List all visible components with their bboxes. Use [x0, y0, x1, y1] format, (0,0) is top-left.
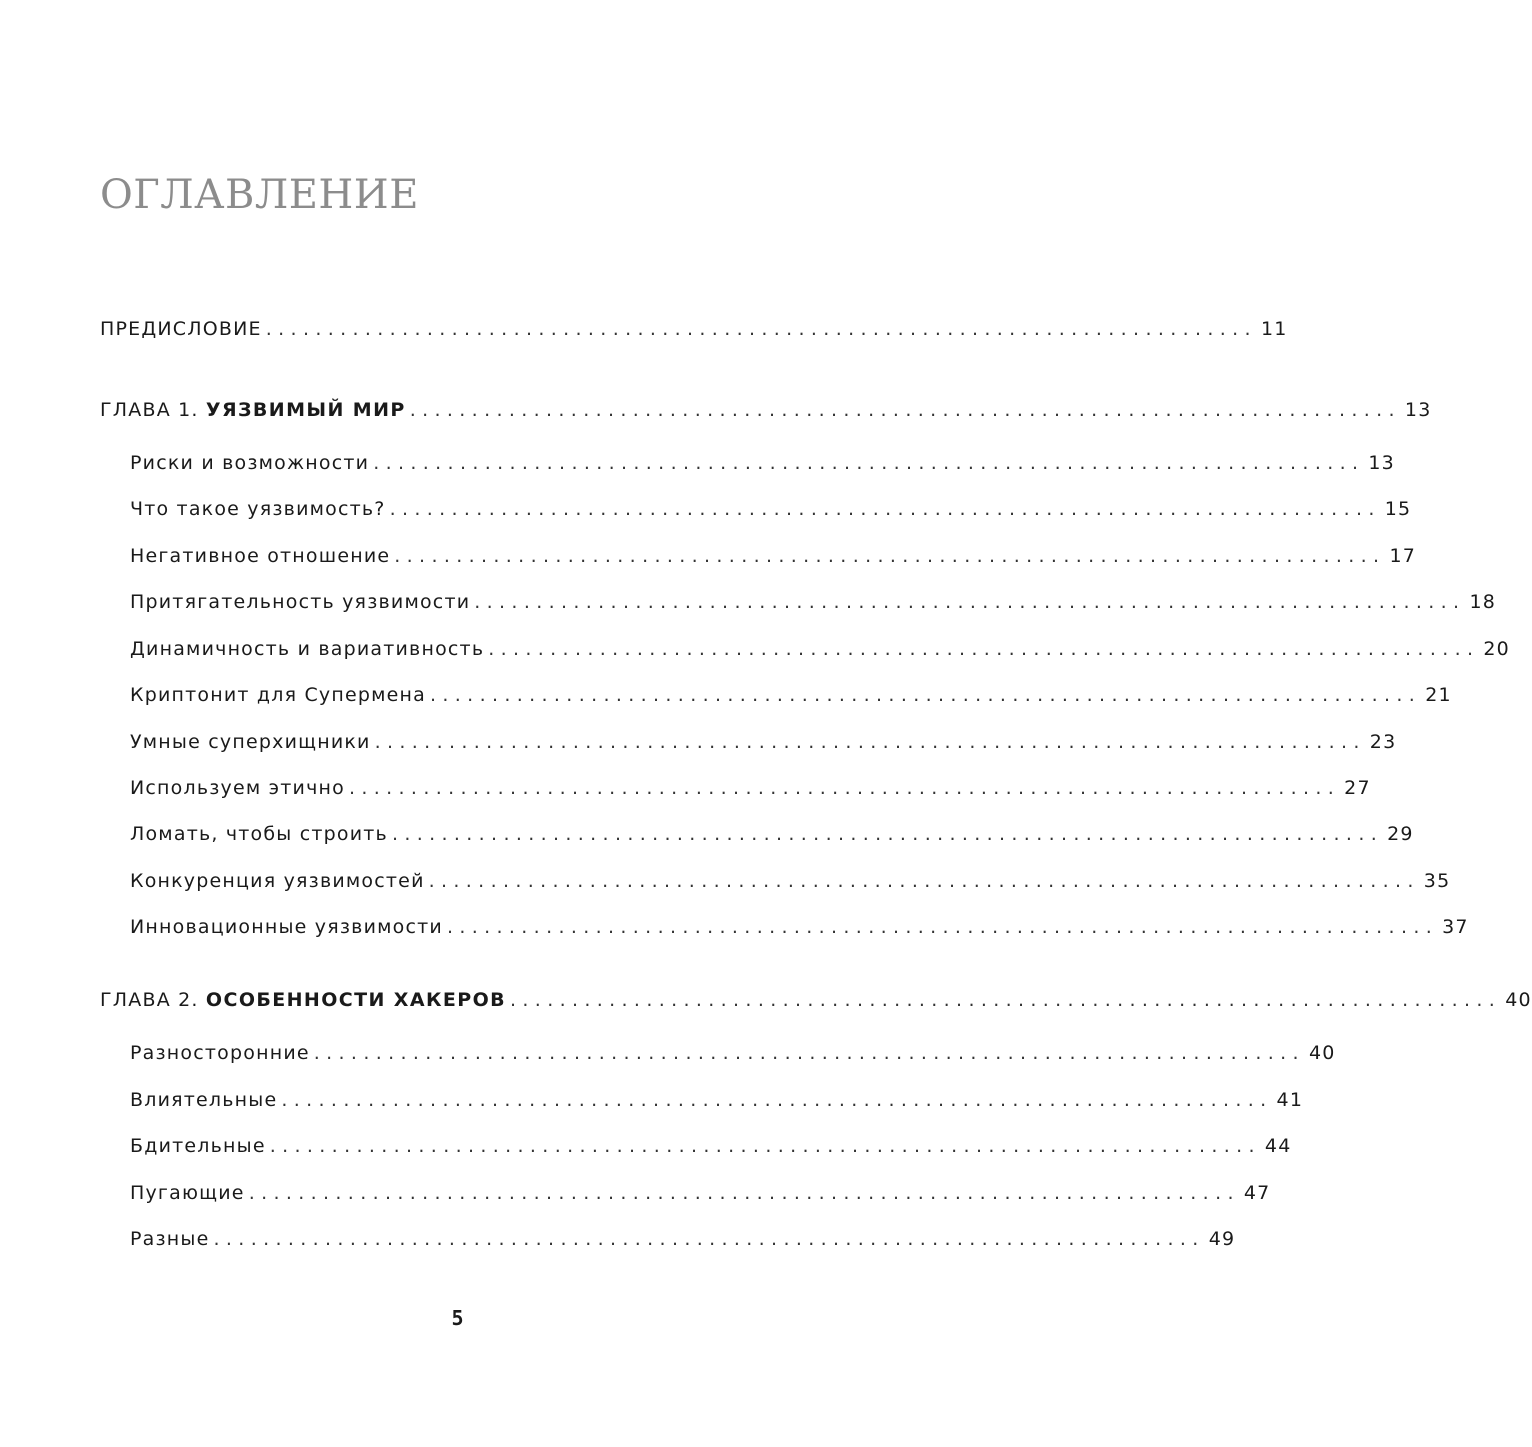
toc-page-number: 13: [1368, 452, 1395, 474]
toc-entry-title: Притягательность уязвимости: [130, 591, 471, 613]
toc-entry-section[interactable]: [130, 682, 1452, 708]
dot-leader: ................................................................................: [373, 452, 1365, 474]
toc-page-number: 40: [1505, 989, 1532, 1011]
toc-entry-title: Риски и возможности: [130, 452, 370, 474]
toc-entry-title: Разносторонние: [130, 1042, 310, 1064]
chapter-label: ГЛАВА 1.: [100, 399, 206, 421]
table-of-contents: [100, 0, 1532, 1447]
toc-page-number: 27: [1344, 777, 1371, 799]
dot-leader: ................................................................................: [265, 318, 1257, 340]
dot-leader: ................................................................................: [391, 823, 1384, 845]
toc-entry-title: Что такое уязвимость?: [130, 498, 386, 520]
toc-entry-title: Используем этично: [130, 777, 345, 799]
page-title: ОГЛАВЛЕНИЕ: [100, 172, 419, 218]
dot-leader: ................................................................................: [394, 545, 1386, 567]
toc-entry-section[interactable]: [130, 1180, 1271, 1206]
dot-leader: ................................................................................: [488, 638, 1480, 660]
toc-entry-section[interactable]: [130, 543, 1417, 569]
page-footer-number: 5: [451, 1306, 464, 1330]
chapter-title: ОСОБЕННОСТИ ХАКЕРОВ: [205, 989, 507, 1011]
toc-entry-section[interactable]: [130, 496, 1412, 522]
dot-leader: ................................................................................: [510, 989, 1502, 1011]
toc-entry-section[interactable]: [130, 450, 1395, 476]
toc-entry-section[interactable]: [130, 729, 1397, 755]
toc-entry-section[interactable]: [130, 821, 1414, 847]
toc-page-number: 41: [1276, 1089, 1304, 1111]
toc-page-number: 11: [1260, 318, 1288, 340]
toc-page-number: 18: [1469, 591, 1497, 613]
chapter-label: ГЛАВА 2.: [100, 989, 206, 1011]
toc-page-number: 47: [1243, 1182, 1271, 1204]
dot-leader: ................................................................................: [374, 731, 1366, 753]
toc-page-number: 49: [1208, 1228, 1236, 1250]
toc-entry-title: Разные: [130, 1228, 210, 1250]
toc-entry-title: Влиятельные: [130, 1089, 278, 1111]
toc-entry-section[interactable]: [130, 636, 1510, 662]
toc-page-number: 13: [1404, 399, 1432, 421]
toc-page-number: 29: [1387, 823, 1414, 845]
toc-page-number: 37: [1442, 916, 1469, 938]
dot-leader: ................................................................................: [281, 1089, 1273, 1111]
toc-page-number: 23: [1369, 731, 1397, 753]
toc-entry-title: Инновационные уязвимости: [130, 916, 443, 938]
dot-leader: ................................................................................: [313, 1042, 1305, 1064]
toc-entry-title: Криптонит для Супермена: [130, 684, 427, 706]
dot-leader: ................................................................................: [428, 870, 1420, 892]
toc-entry-section[interactable]: [130, 775, 1371, 801]
toc-entry-title: ПРЕДИСЛОВИЕ: [100, 318, 262, 340]
toc-entry-title: Динамичность и вариативность: [130, 638, 485, 660]
dot-leader: ................................................................................: [213, 1228, 1205, 1250]
toc-entry-section[interactable]: [130, 1226, 1236, 1252]
dot-leader: ................................................................................: [269, 1135, 1261, 1157]
toc-entry-title: Бдительные: [130, 1135, 266, 1157]
toc-entry-title: Ломать, чтобы строить: [130, 823, 388, 845]
toc-page-number: 44: [1264, 1135, 1292, 1157]
toc-entry-section[interactable]: [130, 914, 1469, 940]
toc-page-number: 35: [1423, 870, 1451, 892]
dot-leader: ................................................................................: [446, 916, 1439, 938]
toc-page-number: 15: [1384, 498, 1412, 520]
dot-leader: ................................................................................: [248, 1182, 1240, 1204]
toc-page-number: 17: [1389, 545, 1417, 567]
toc-entry-chapter-2[interactable]: [100, 987, 1532, 1013]
dot-leader: ................................................................................: [409, 399, 1401, 421]
toc-entry-chapter-1[interactable]: [100, 397, 1432, 423]
chapter-title: УЯЗВИМЫЙ МИР: [205, 399, 406, 421]
dot-leader: ................................................................................: [389, 498, 1381, 520]
toc-entry-title: Конкуренция уязвимостей: [130, 870, 425, 892]
toc-entry-title: Негативное отношение: [130, 545, 391, 567]
toc-page-number: 21: [1425, 684, 1452, 706]
toc-page-number: 40: [1308, 1042, 1336, 1064]
toc-entry-title: Пугающие: [130, 1182, 245, 1204]
dot-leader: ................................................................................: [430, 684, 1422, 706]
dot-leader: ................................................................................: [474, 591, 1466, 613]
toc-entry-section[interactable]: [130, 1087, 1304, 1113]
toc-page-number: 20: [1483, 638, 1510, 660]
toc-entry-preface[interactable]: [100, 316, 1288, 342]
toc-entry-section[interactable]: [130, 1040, 1336, 1066]
dot-leader: ................................................................................: [348, 777, 1341, 799]
toc-entry-section[interactable]: [130, 1133, 1292, 1159]
toc-entry-section[interactable]: [130, 868, 1451, 894]
toc-entry-title: Умные суперхищники: [130, 731, 371, 753]
toc-entry-section[interactable]: [130, 589, 1497, 615]
